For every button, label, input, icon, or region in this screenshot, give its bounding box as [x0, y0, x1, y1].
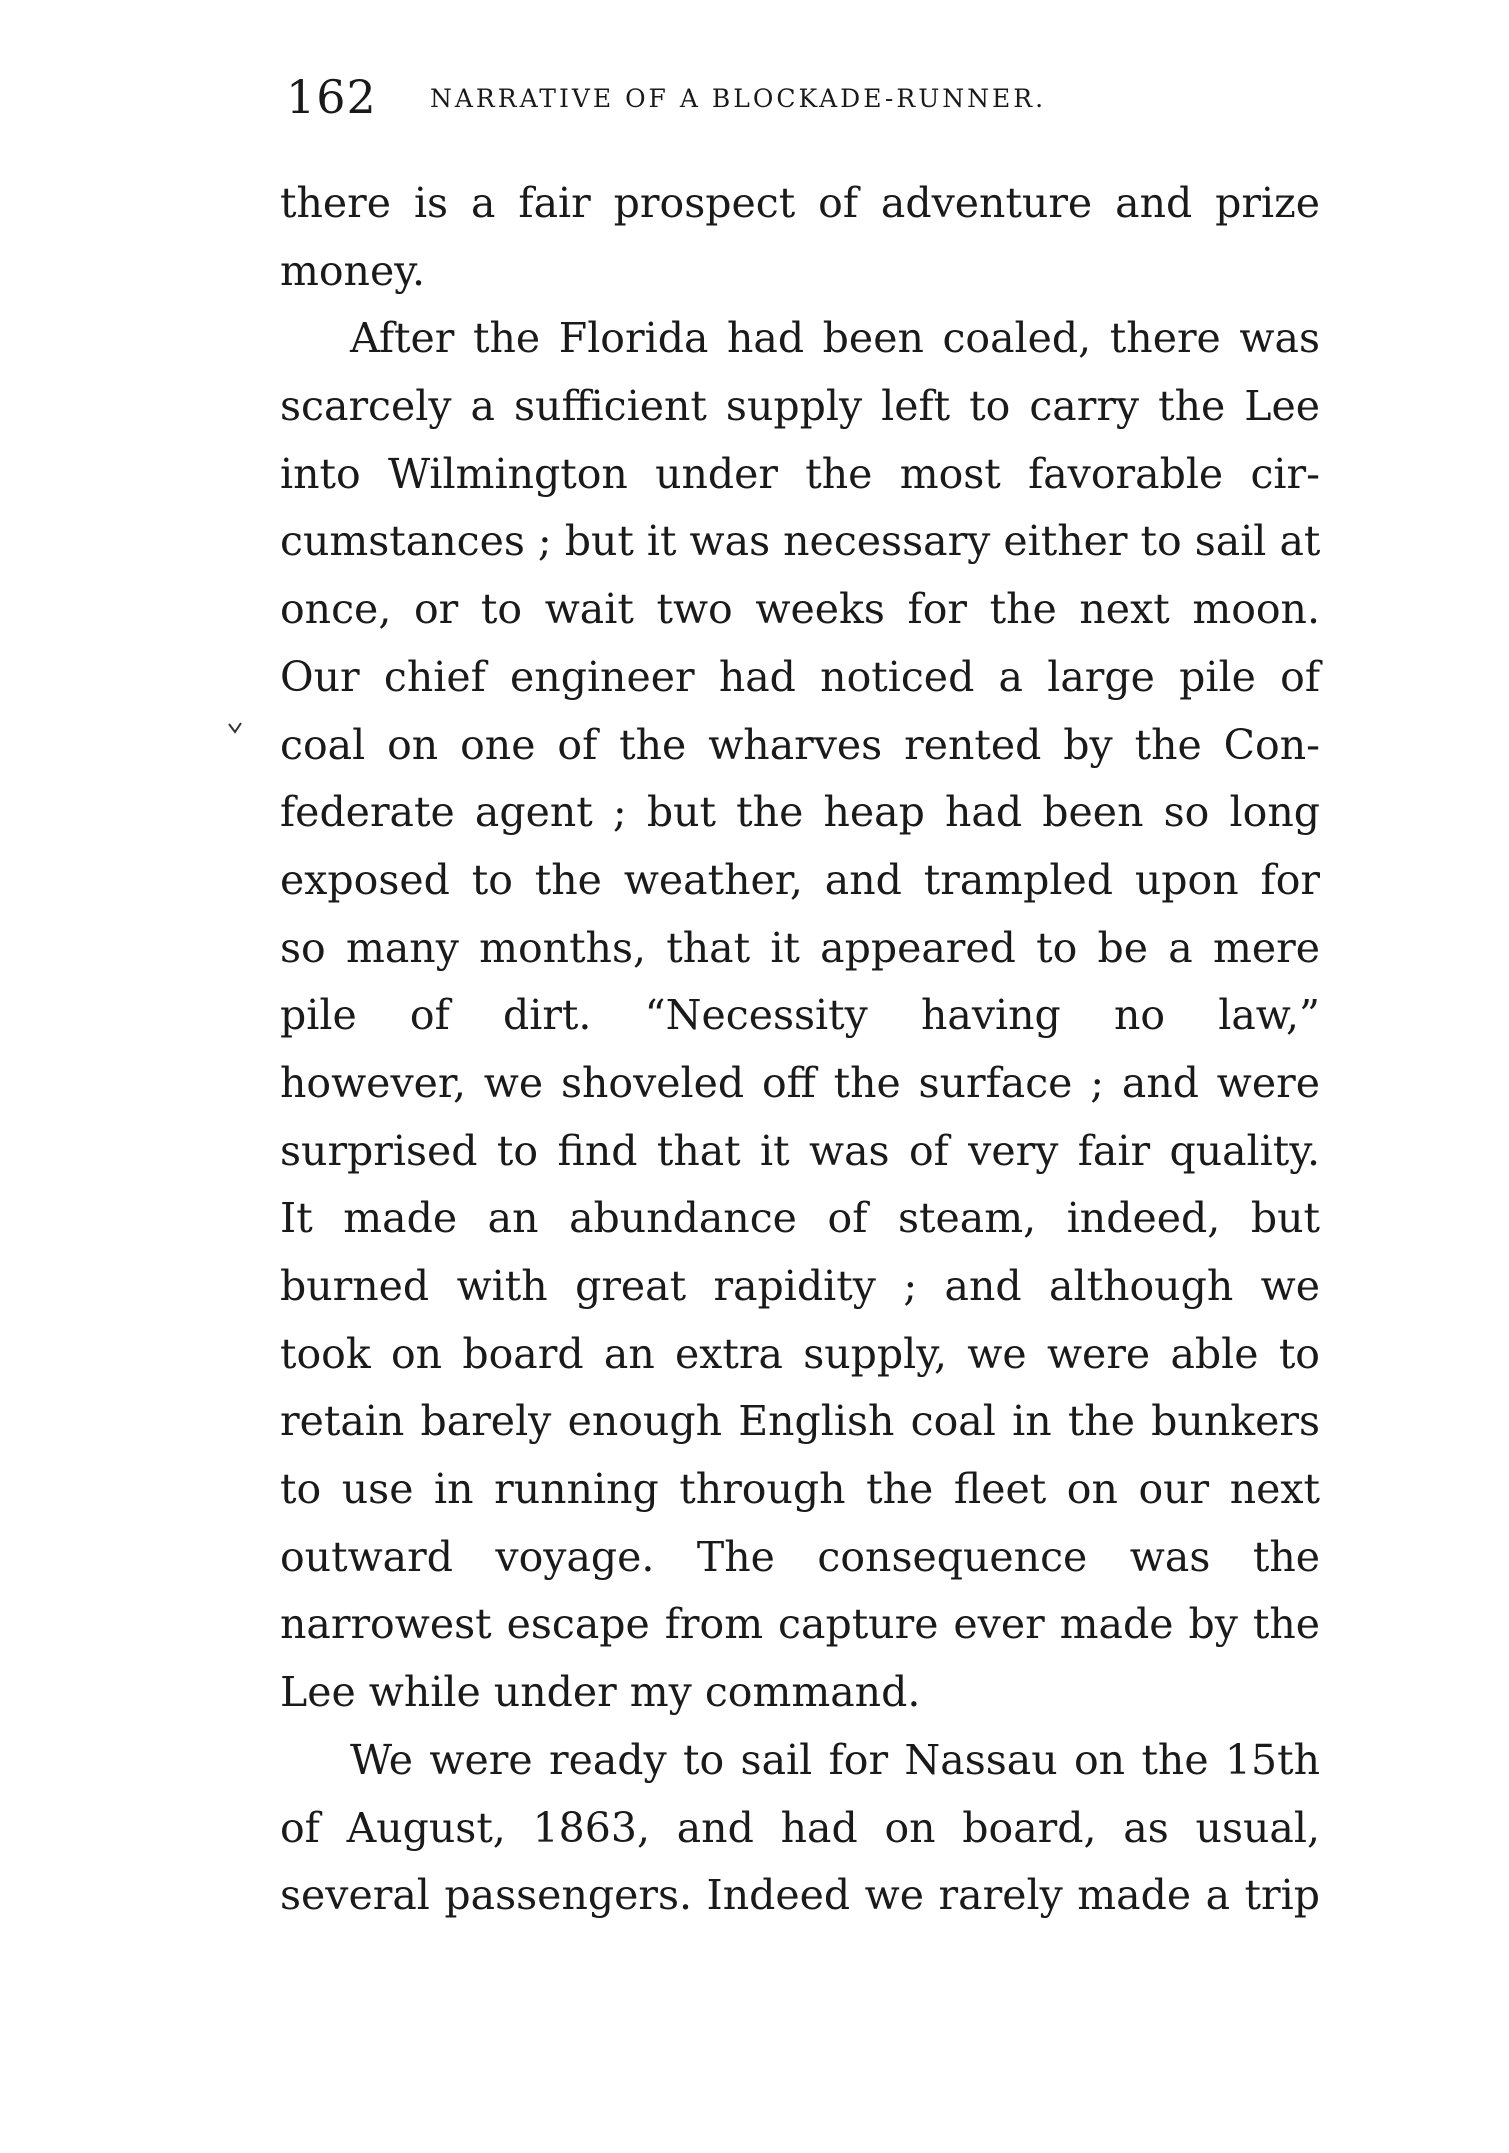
text-line: federate agent ; but the heap had been so long — [280, 788, 1320, 837]
text-line: outward voyage. The consequence was the — [280, 1532, 1320, 1581]
text-line: money. — [280, 246, 425, 295]
margin-mark-icon — [228, 722, 242, 734]
text-line: retain barely enough English coal in the bunkers — [280, 1397, 1320, 1446]
text-line: so many months, that it appeared to be a mere — [280, 923, 1320, 972]
text-line: there is a fair prospect of adventure and prize — [280, 179, 1320, 227]
text-line: Our chief engineer had noticed a large pile of — [280, 652, 1320, 701]
text-line: We were ready to sail for Nassau on the 15th — [350, 1735, 1320, 1784]
text-line: burned with great rapidity ; and although we — [280, 1262, 1320, 1310]
text-line: surprised to find that it was of very fair quality. — [280, 1126, 1320, 1175]
text-line: however, we shoveled off the surface ; and were — [280, 1058, 1320, 1107]
text-line: It made an abundance of steam, indeed, but — [280, 1194, 1320, 1243]
text-line: to use in running through the fleet on our next — [280, 1465, 1320, 1514]
page-header — [286, 68, 1206, 128]
text-line: scarcely a sufficient supply left to carry the Lee — [280, 382, 1320, 431]
text-line: cumstances ; but it was necessary either to sail at — [280, 517, 1321, 566]
text-line: several passengers. Indeed we rarely made a trip — [280, 1871, 1320, 1920]
text-line: pile of dirt. “Necessity having no law,” — [280, 991, 1320, 1040]
text-line: narrowest escape from capture ever made by the — [280, 1600, 1320, 1649]
paragraph-continued — [280, 170, 1320, 305]
text-line: into Wilmington under the most favorable cir- — [280, 449, 1320, 498]
page-number: 162 — [286, 70, 377, 124]
text-line: coal on one of the wharves rented by the Con- — [280, 720, 1320, 769]
text-line: Lee while under my command. — [280, 1668, 921, 1717]
text-line: took on board an extra supply, we were able to — [280, 1329, 1320, 1378]
text-line: of August, 1863, and had on board, as usual, — [280, 1803, 1320, 1852]
running-head: NARRATIVE OF A BLOCKADE-RUNNER. — [430, 84, 1047, 113]
text-line: After the Florida had been coaled, there was — [350, 314, 1320, 363]
body-text — [280, 170, 1320, 1930]
paragraph-sailing — [280, 1727, 1320, 1930]
text-line: once, or to wait two weeks for the next moon. — [280, 585, 1320, 634]
text-line: exposed to the weather, and trampled upon for — [280, 855, 1320, 904]
paragraph-coaling — [280, 305, 1320, 1726]
